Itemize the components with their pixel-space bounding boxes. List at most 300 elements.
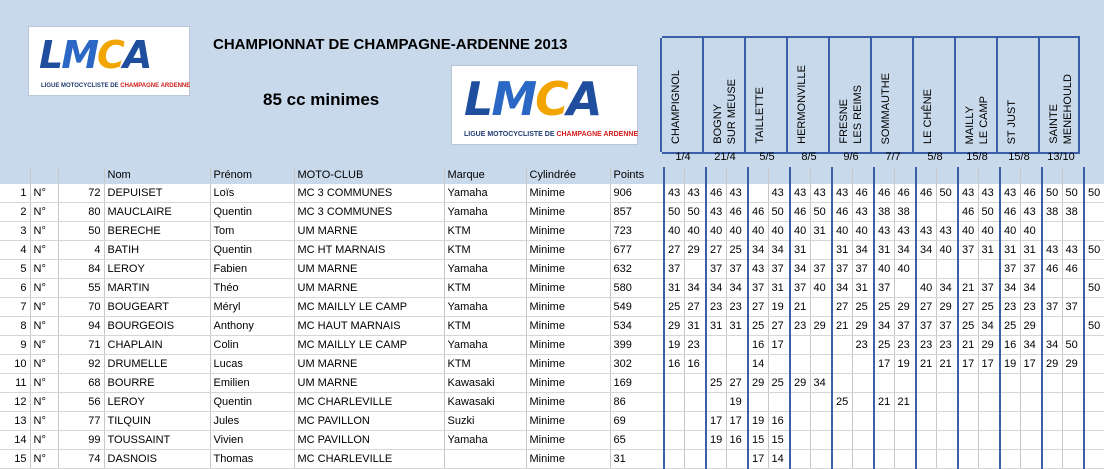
cylindree-cell: Minime	[526, 412, 610, 431]
score-cell	[684, 393, 706, 412]
score-cell	[894, 450, 916, 469]
score-cell: 40	[936, 241, 958, 260]
marque-cell: Yamaha	[444, 184, 526, 203]
prenom-cell: Méryl	[210, 298, 294, 317]
score-cell: 43	[664, 184, 684, 203]
prenom-cell: Tom	[210, 222, 294, 241]
score-cell: 46	[894, 184, 916, 203]
score-cell: 27	[684, 298, 706, 317]
nom-cell: CHAPLAIN	[104, 336, 210, 355]
score-cell: 43	[832, 184, 852, 203]
marque-cell: KTM	[444, 355, 526, 374]
score-cell: 17	[726, 412, 748, 431]
score-cell: 37	[852, 260, 874, 279]
score-cell: 27	[916, 298, 936, 317]
score-cell: 29	[684, 241, 706, 260]
score-cell	[1000, 374, 1020, 393]
score-cell: 19	[894, 355, 916, 374]
score-cell: 40	[1000, 222, 1020, 241]
table-row	[0, 355, 1104, 374]
score-cell	[874, 412, 894, 431]
n-cell: N°	[30, 374, 58, 393]
score-cell: 50	[1084, 317, 1104, 336]
score-cell	[1042, 317, 1062, 336]
score-header	[894, 167, 916, 184]
score-cell	[1084, 431, 1104, 450]
rank-cell: 4	[0, 241, 30, 260]
score-cell: 34	[978, 317, 1000, 336]
score-cell	[936, 203, 958, 222]
rank-cell: 8	[0, 317, 30, 336]
score-cell	[936, 450, 958, 469]
cylindree-cell: Minime	[526, 317, 610, 336]
score-cell: 34	[832, 279, 852, 298]
score-cell	[1042, 279, 1062, 298]
event-divider	[828, 38, 830, 152]
score-cell: 37	[768, 260, 790, 279]
score-cell: 23	[726, 298, 748, 317]
score-cell: 40	[894, 260, 916, 279]
prenom-cell: Thomas	[210, 450, 294, 469]
score-cell: 43	[894, 222, 916, 241]
score-cell: 34	[1020, 279, 1042, 298]
score-cell	[916, 450, 936, 469]
score-cell: 37	[748, 279, 768, 298]
marque-cell: KTM	[444, 241, 526, 260]
score-cell	[1042, 222, 1062, 241]
score-cell	[832, 355, 852, 374]
event-divider	[786, 38, 788, 152]
score-cell: 38	[874, 203, 894, 222]
number-cell: 80	[58, 203, 104, 222]
event-date: 21/4	[714, 151, 736, 163]
event-divider	[954, 38, 956, 152]
club-cell: UM MARNE	[294, 279, 444, 298]
table-row	[0, 203, 1104, 222]
marque-cell: Kawasaki	[444, 374, 526, 393]
score-cell: 46	[916, 184, 936, 203]
score-cell: 25	[832, 393, 852, 412]
n-cell: N°	[30, 184, 58, 203]
score-cell	[958, 431, 978, 450]
score-cell: 23	[684, 336, 706, 355]
score-cell: 37	[726, 260, 748, 279]
score-cell: 21	[958, 279, 978, 298]
score-cell	[810, 393, 832, 412]
event-name: LE CAMP	[978, 95, 990, 144]
score-header	[726, 167, 748, 184]
score-cell: 46	[874, 184, 894, 203]
score-cell	[852, 412, 874, 431]
score-cell: 27	[832, 298, 852, 317]
score-cell	[1020, 412, 1042, 431]
nom-cell: BOURRE	[104, 374, 210, 393]
event-date: 9/6	[843, 151, 859, 163]
number-cell: 77	[58, 412, 104, 431]
club-cell: UM MARNE	[294, 222, 444, 241]
n-cell: N°	[30, 431, 58, 450]
club-cell: MC MAILLY LE CAMP	[294, 298, 444, 317]
score-cell: 34	[1000, 279, 1020, 298]
number-cell: 99	[58, 431, 104, 450]
score-cell	[726, 450, 748, 469]
score-cell: 50	[1062, 184, 1084, 203]
score-cell: 43	[684, 184, 706, 203]
score-cell	[810, 336, 832, 355]
score-cell: 37	[978, 279, 1000, 298]
score-cell: 34	[726, 279, 748, 298]
score-cell	[684, 431, 706, 450]
prenom-cell: Emilien	[210, 374, 294, 393]
score-cell: 43	[706, 203, 726, 222]
club-cell: MC CHARLEVILLE	[294, 393, 444, 412]
event-date: 13/10	[1047, 151, 1075, 163]
score-header	[1084, 167, 1104, 184]
score-cell	[684, 450, 706, 469]
score-cell: 31	[978, 241, 1000, 260]
score-cell: 21	[936, 355, 958, 374]
score-cell	[852, 374, 874, 393]
score-cell: 16	[748, 336, 768, 355]
score-cell: 34	[810, 374, 832, 393]
score-cell: 34	[916, 241, 936, 260]
score-cell: 34	[1020, 336, 1042, 355]
score-header	[958, 167, 978, 184]
score-cell: 50	[664, 203, 684, 222]
score-cell: 46	[852, 184, 874, 203]
score-cell: 43	[936, 222, 958, 241]
score-cell	[958, 450, 978, 469]
score-cell: 38	[1062, 203, 1084, 222]
score-cell: 25	[748, 317, 768, 336]
n-cell: N°	[30, 279, 58, 298]
number-cell: 72	[58, 184, 104, 203]
score-cell	[1042, 431, 1062, 450]
category-title: 85 cc minimes	[263, 90, 380, 109]
score-cell	[664, 374, 684, 393]
points-cell: 549	[610, 298, 664, 317]
prenom-header: Prénom	[210, 167, 294, 184]
score-cell: 25	[664, 298, 684, 317]
score-cell	[936, 412, 958, 431]
score-cell: 34	[936, 279, 958, 298]
score-cell	[978, 393, 1000, 412]
points-cell: 677	[610, 241, 664, 260]
event-name: BOGNY	[712, 104, 724, 144]
prenom-cell: Lucas	[210, 355, 294, 374]
score-cell: 50	[1084, 241, 1104, 260]
score-header	[810, 167, 832, 184]
score-cell: 50	[768, 203, 790, 222]
score-cell: 37	[874, 279, 894, 298]
score-header	[1062, 167, 1084, 184]
points-cell: 857	[610, 203, 664, 222]
n-cell: N°	[30, 393, 58, 412]
marque-cell	[444, 450, 526, 469]
score-cell	[852, 450, 874, 469]
event-name: LE CHÊNE	[922, 88, 934, 144]
score-cell: 40	[852, 222, 874, 241]
score-cell: 43	[1020, 203, 1042, 222]
score-cell: 50	[1062, 336, 1084, 355]
score-cell	[1084, 374, 1104, 393]
points-cell: 580	[610, 279, 664, 298]
score-cell	[664, 393, 684, 412]
score-cell: 40	[664, 222, 684, 241]
n-cell: N°	[30, 222, 58, 241]
score-cell: 34	[894, 241, 916, 260]
score-cell: 43	[810, 184, 832, 203]
score-cell	[978, 431, 1000, 450]
score-cell: 34	[748, 241, 768, 260]
score-cell: 43	[874, 222, 894, 241]
score-cell: 40	[874, 260, 894, 279]
score-cell: 46	[726, 203, 748, 222]
score-cell: 25	[958, 317, 978, 336]
score-cell: 29	[936, 298, 958, 317]
score-cell: 31	[832, 241, 852, 260]
n-cell: N°	[30, 336, 58, 355]
points-cell: 65	[610, 431, 664, 450]
score-cell: 15	[748, 431, 768, 450]
score-cell	[1084, 336, 1104, 355]
points-cell: 723	[610, 222, 664, 241]
event-date: 15/8	[966, 151, 988, 163]
score-cell: 40	[790, 222, 810, 241]
score-cell	[958, 412, 978, 431]
table-row	[0, 374, 1104, 393]
points-cell: 399	[610, 336, 664, 355]
table-row	[0, 260, 1104, 279]
event-divider	[996, 38, 998, 152]
score-cell: 50	[684, 203, 706, 222]
club-cell: MC PAVILLON	[294, 412, 444, 431]
nom-cell: BERECHE	[104, 222, 210, 241]
score-cell: 23	[706, 298, 726, 317]
score-cell: 31	[810, 222, 832, 241]
prenom-cell: Quentin	[210, 393, 294, 412]
score-cell: 27	[726, 374, 748, 393]
prenom-cell: Quentin	[210, 241, 294, 260]
score-cell: 40	[726, 222, 748, 241]
score-cell: 25	[706, 374, 726, 393]
score-cell: 40	[684, 222, 706, 241]
cylindree-cell: Minime	[526, 450, 610, 469]
score-cell	[978, 260, 1000, 279]
nom-cell: LEROY	[104, 393, 210, 412]
table-row	[0, 412, 1104, 431]
score-cell: 17	[748, 450, 768, 469]
score-cell	[706, 355, 726, 374]
table-row	[0, 241, 1104, 260]
score-cell	[726, 336, 748, 355]
score-cell	[706, 393, 726, 412]
rank-cell: 1	[0, 184, 30, 203]
score-cell: 43	[958, 184, 978, 203]
score-cell: 23	[1000, 298, 1020, 317]
score-cell	[916, 412, 936, 431]
number-cell: 70	[58, 298, 104, 317]
score-cell: 50	[936, 184, 958, 203]
score-cell: 17	[978, 355, 1000, 374]
score-cell	[832, 450, 852, 469]
score-cell: 34	[790, 260, 810, 279]
score-cell: 50	[978, 203, 1000, 222]
score-cell	[916, 431, 936, 450]
prenom-cell: Fabien	[210, 260, 294, 279]
table-row	[0, 298, 1104, 317]
event-divider	[1038, 38, 1040, 152]
score-cell	[706, 450, 726, 469]
event-date: 5/5	[759, 151, 775, 163]
score-cell: 17	[706, 412, 726, 431]
score-cell: 31	[1020, 241, 1042, 260]
table-row	[0, 336, 1104, 355]
logo-mark: LMCA	[464, 72, 601, 126]
score-header	[1020, 167, 1042, 184]
nom-cell: TILQUIN	[104, 412, 210, 431]
score-cell: 23	[852, 336, 874, 355]
score-cell: 46	[1042, 260, 1062, 279]
marque-cell: KTM	[444, 279, 526, 298]
n-cell: N°	[30, 298, 58, 317]
club-cell: UM MARNE	[294, 374, 444, 393]
score-cell: 34	[768, 241, 790, 260]
score-header	[936, 167, 958, 184]
number-cell: 50	[58, 222, 104, 241]
score-cell: 37	[790, 279, 810, 298]
score-cell	[1042, 450, 1062, 469]
score-cell: 50	[1042, 184, 1062, 203]
number-header	[58, 167, 104, 184]
score-cell	[832, 336, 852, 355]
score-header	[1042, 167, 1062, 184]
score-cell: 15	[768, 431, 790, 450]
event-divider	[660, 38, 662, 152]
event-name: FRESNE	[838, 99, 850, 144]
score-cell: 14	[768, 450, 790, 469]
cylindree-cell: Minime	[526, 203, 610, 222]
score-cell: 31	[664, 279, 684, 298]
score-cell	[894, 431, 916, 450]
cylindree-cell: Minime	[526, 184, 610, 203]
score-cell	[1062, 431, 1084, 450]
score-cell	[832, 412, 852, 431]
club-cell: UM MARNE	[294, 260, 444, 279]
club-cell: MC CHARLEVILLE	[294, 450, 444, 469]
score-cell: 46	[1062, 260, 1084, 279]
score-cell: 50	[1084, 279, 1104, 298]
score-cell: 29	[894, 298, 916, 317]
score-cell: 46	[706, 184, 726, 203]
score-cell: 19	[748, 412, 768, 431]
score-cell	[768, 393, 790, 412]
score-cell: 21	[958, 336, 978, 355]
score-cell: 21	[894, 393, 916, 412]
n-header	[30, 167, 58, 184]
score-header	[874, 167, 894, 184]
score-cell: 43	[1000, 184, 1020, 203]
rank-cell: 11	[0, 374, 30, 393]
score-cell: 37	[1020, 260, 1042, 279]
score-cell: 21	[832, 317, 852, 336]
score-cell: 17	[958, 355, 978, 374]
score-cell	[1042, 374, 1062, 393]
score-cell: 38	[1042, 203, 1062, 222]
score-cell	[1084, 260, 1104, 279]
score-cell: 31	[684, 317, 706, 336]
points-cell: 69	[610, 412, 664, 431]
prenom-cell: Vivien	[210, 431, 294, 450]
score-cell	[936, 374, 958, 393]
score-cell: 34	[1042, 336, 1062, 355]
club-cell: MC PAVILLON	[294, 431, 444, 450]
score-cell	[790, 393, 810, 412]
score-cell	[852, 355, 874, 374]
number-cell: 55	[58, 279, 104, 298]
score-header	[664, 167, 684, 184]
score-cell	[1062, 393, 1084, 412]
score-cell: 46	[1000, 203, 1020, 222]
event-date: 8/5	[801, 151, 817, 163]
score-header	[684, 167, 706, 184]
score-cell: 43	[1042, 241, 1062, 260]
score-cell: 37	[1062, 298, 1084, 317]
score-cell: 27	[706, 241, 726, 260]
score-cell: 37	[958, 241, 978, 260]
prenom-cell: Jules	[210, 412, 294, 431]
score-cell: 40	[810, 279, 832, 298]
marque-cell: Suzki	[444, 412, 526, 431]
points-cell: 31	[610, 450, 664, 469]
score-cell: 46	[958, 203, 978, 222]
nom-cell: MARTIN	[104, 279, 210, 298]
score-cell: 29	[790, 374, 810, 393]
score-cell	[1062, 317, 1084, 336]
cylindree-cell: Minime	[526, 374, 610, 393]
score-cell: 23	[916, 336, 936, 355]
score-header	[852, 167, 874, 184]
club-cell: MC 3 COMMUNES	[294, 184, 444, 203]
event-name: LES REIMS	[852, 85, 864, 144]
score-cell	[1084, 298, 1104, 317]
nom-cell: DASNOIS	[104, 450, 210, 469]
score-cell	[748, 393, 768, 412]
number-cell: 94	[58, 317, 104, 336]
nom-cell: DRUMELLE	[104, 355, 210, 374]
score-cell: 27	[958, 298, 978, 317]
lmca-logo-small	[28, 26, 190, 96]
score-cell: 50	[1084, 184, 1104, 203]
n-cell: N°	[30, 260, 58, 279]
event-name: MENEHOULD	[1062, 73, 1074, 144]
score-header	[832, 167, 852, 184]
score-cell	[790, 355, 810, 374]
points-header: Points	[610, 167, 664, 184]
n-cell: N°	[30, 450, 58, 469]
cylindree-cell: Minime	[526, 393, 610, 412]
n-cell: N°	[30, 412, 58, 431]
score-cell: 29	[852, 317, 874, 336]
score-cell	[810, 241, 832, 260]
events-header	[662, 36, 1080, 154]
marque-cell: Yamaha	[444, 260, 526, 279]
score-cell: 43	[852, 203, 874, 222]
score-cell	[894, 412, 916, 431]
n-cell: N°	[30, 317, 58, 336]
score-cell	[664, 431, 684, 450]
prenom-cell: Anthony	[210, 317, 294, 336]
